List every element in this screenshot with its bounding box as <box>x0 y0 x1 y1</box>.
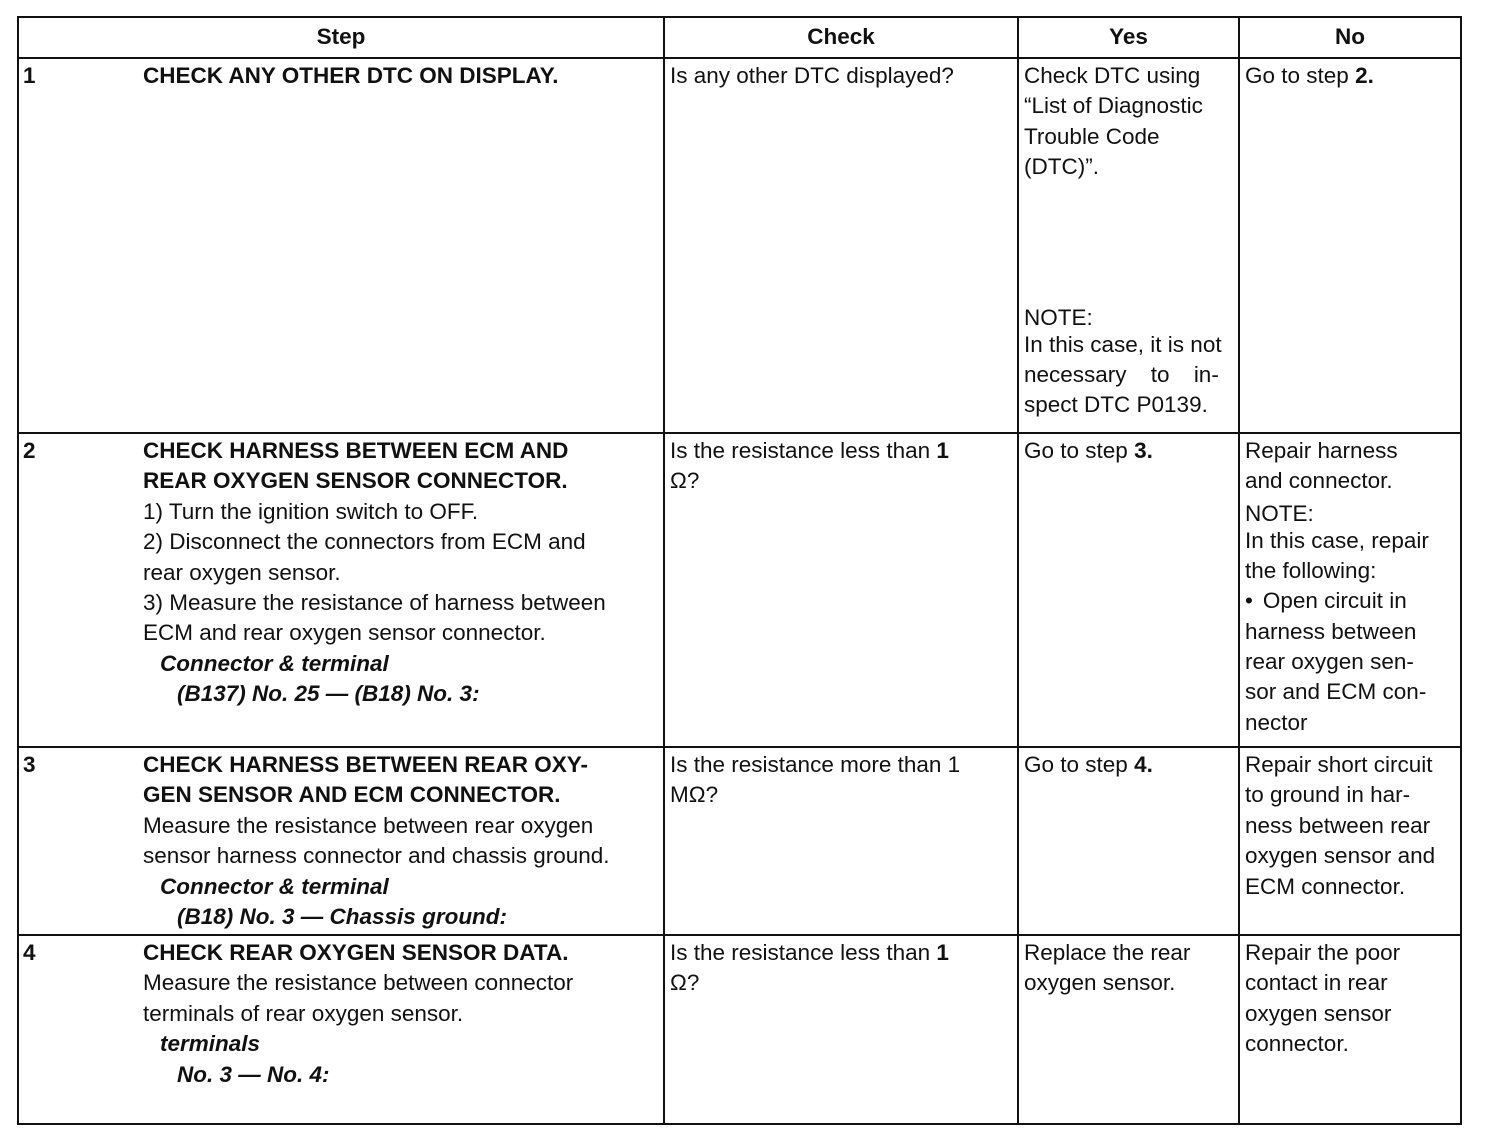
check-cell <box>664 935 1018 1124</box>
step-instruction: Measure the resistance between connector <box>143 970 574 996</box>
header-step: Step <box>18 17 664 58</box>
yes-line: “List of Diagnostic <box>1024 93 1203 119</box>
step-title: GEN SENSOR AND ECM CONNECTOR. <box>143 782 561 808</box>
yes-cell <box>1018 433 1239 747</box>
no-cell <box>1239 747 1461 935</box>
step-instruction: 1) Turn the ignition switch to OFF. <box>143 498 479 524</box>
no-line: Repair the poor <box>1245 940 1401 965</box>
check-text: Is any other DTC displayed? <box>670 63 954 88</box>
step-cell <box>18 747 664 935</box>
table-row <box>18 433 1461 747</box>
table-row <box>18 747 1461 935</box>
diagnostic-table <box>17 16 1462 1125</box>
check-cell <box>664 433 1018 747</box>
yes-line: Check DTC using <box>1024 63 1201 88</box>
table-row <box>18 935 1461 1124</box>
step-instruction: sensor harness connector and chassis ground. <box>143 843 610 869</box>
no-cell <box>1239 58 1461 433</box>
yes-line: Trouble Code <box>1024 123 1160 149</box>
no-cell <box>1239 433 1461 747</box>
no-line: Repair harness <box>1245 438 1398 463</box>
no-line: ECM connector. <box>1245 873 1406 899</box>
yes-text: Go to step 3. <box>1024 438 1153 463</box>
step-instruction: terminals of rear oxygen sensor. <box>143 1000 464 1026</box>
yes-text: Go to step 4. <box>1024 752 1153 777</box>
bullet-line: nector <box>1245 709 1308 735</box>
no-line: oxygen sensor and <box>1245 843 1436 869</box>
spec-value: (B18) No. 3 — Chassis ground: <box>177 904 508 930</box>
yes-cell <box>1018 58 1239 433</box>
no-line: contact in rear <box>1245 970 1388 996</box>
no-line: to ground in har- <box>1245 782 1411 808</box>
step-cell <box>18 58 664 433</box>
yes-cell <box>1018 935 1239 1124</box>
step-instruction: Measure the resistance between rear oxygen <box>143 812 594 838</box>
step-number: 4 <box>23 940 36 965</box>
check-text: Is the resistance more than 1 MΩ? <box>670 752 961 808</box>
step-title: CHECK HARNESS BETWEEN REAR OXY- <box>143 752 589 777</box>
note-line: In this case, it is not <box>1024 331 1222 357</box>
note-line: spect DTC P0139. <box>1024 391 1208 417</box>
header-yes: Yes <box>1018 17 1239 58</box>
step-title: CHECK ANY OTHER DTC ON DISPLAY. <box>143 63 559 88</box>
bullet-item: • Open circuit in <box>1245 586 1456 616</box>
note-line: In this case, repair <box>1245 527 1429 553</box>
spec-label: Connector & terminal <box>160 873 389 899</box>
step-instruction: ECM and rear oxygen sensor connector. <box>143 620 546 646</box>
note-label: NOTE: <box>1024 304 1093 330</box>
step-instruction: 3) Measure the resistance of harness between <box>143 590 606 616</box>
note-line: necessary to in- <box>1024 361 1219 387</box>
table-row <box>18 58 1461 433</box>
no-line: oxygen sensor <box>1245 1000 1392 1026</box>
step-instruction: rear oxygen sensor. <box>143 559 341 585</box>
bullet-line: rear oxygen sen- <box>1245 649 1414 675</box>
header-check: Check <box>664 17 1018 58</box>
step-title: CHECK REAR OXYGEN SENSOR DATA. <box>143 940 569 965</box>
spec-value: No. 3 — No. 4: <box>177 1061 330 1087</box>
yes-line: oxygen sensor. <box>1024 970 1176 996</box>
yes-line: Replace the rear <box>1024 940 1191 965</box>
yes-line: (DTC)”. <box>1024 154 1099 180</box>
check-cell <box>664 58 1018 433</box>
spec-label: Connector & terminal <box>160 650 389 676</box>
step-title: REAR OXYGEN SENSOR CONNECTOR. <box>143 468 568 494</box>
step-cell <box>18 935 664 1124</box>
bullet-line: harness between <box>1245 618 1417 644</box>
check-cell <box>664 747 1018 935</box>
bullet-line: sor and ECM con- <box>1245 679 1427 705</box>
note-label: NOTE: <box>1245 500 1314 526</box>
header-no: No <box>1239 17 1461 58</box>
step-title: CHECK HARNESS BETWEEN ECM AND <box>143 438 569 463</box>
step-number: 2 <box>23 438 36 463</box>
note-line: the following: <box>1245 557 1377 583</box>
check-text: Is the resistance less than 1 Ω? <box>670 940 949 996</box>
step-number: 1 <box>23 63 36 88</box>
no-line: and connector. <box>1245 468 1393 494</box>
header-row <box>18 17 1461 58</box>
step-number: 3 <box>23 752 36 777</box>
no-text: Go to step 2. <box>1245 63 1374 88</box>
yes-note <box>1024 305 1234 420</box>
step-cell <box>18 433 664 747</box>
no-cell <box>1239 935 1461 1124</box>
spec-label: terminals <box>160 1031 261 1057</box>
check-text: Is the resistance less than 1 Ω? <box>670 438 949 494</box>
no-line: Repair short circuit <box>1245 752 1433 777</box>
spec-value: (B137) No. 25 — (B18) No. 3: <box>177 681 480 707</box>
no-line: connector. <box>1245 1031 1349 1057</box>
yes-cell <box>1018 747 1239 935</box>
no-line: ness between rear <box>1245 812 1431 838</box>
step-instruction: 2) Disconnect the connectors from ECM and <box>143 529 586 555</box>
